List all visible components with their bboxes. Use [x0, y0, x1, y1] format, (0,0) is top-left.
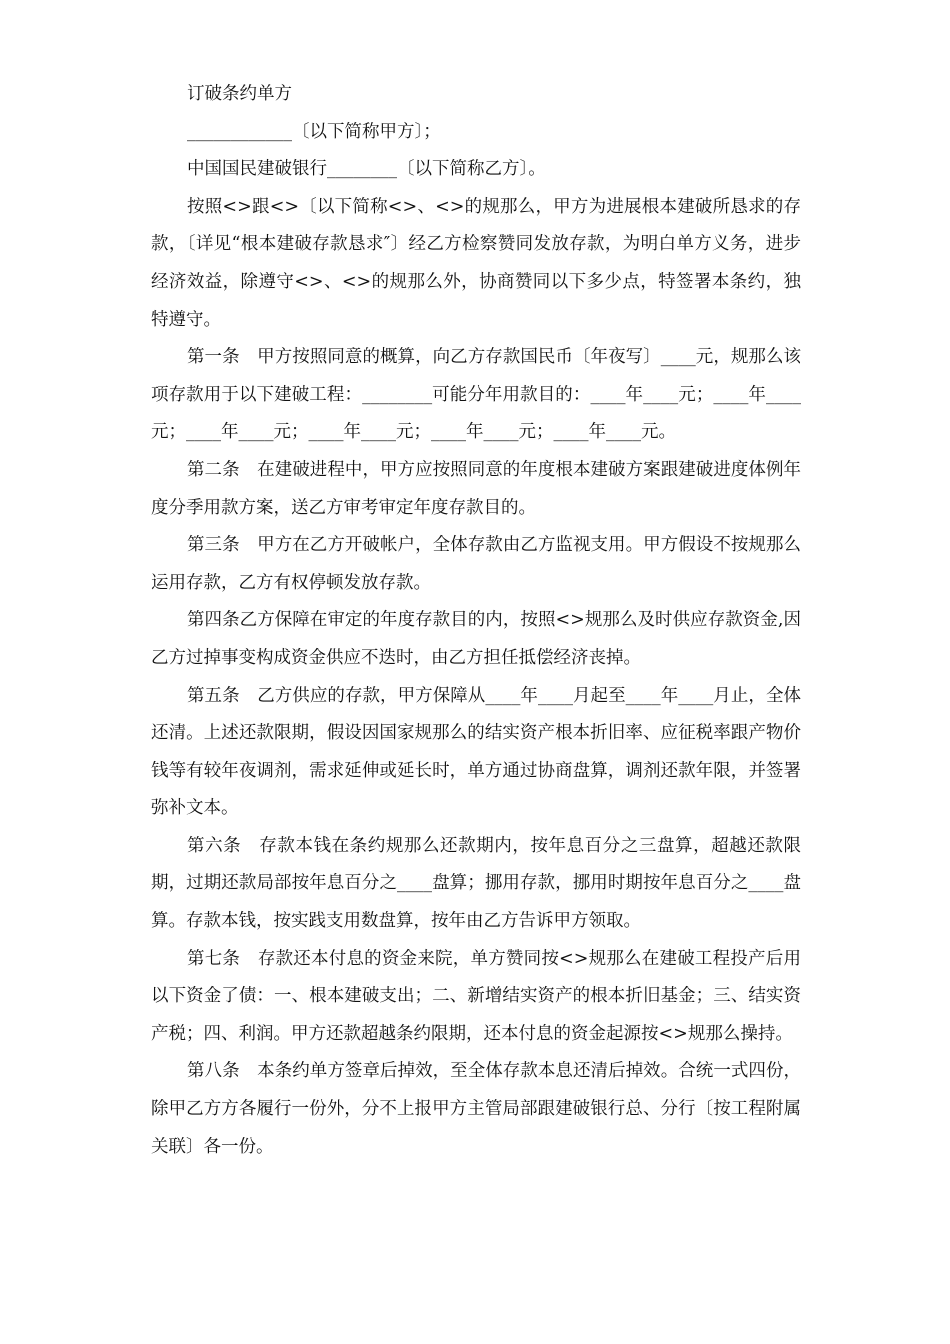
article-1: 第一条 甲方按照同意的概算，向乙方存款国民币〔年夜写〕____元，规那么该项存款用于以下建破工程：________可能分年用款目的：____年____元；____年____元；____年____元；____年____元；____年____元；____年____元。 [151, 347, 801, 443]
party-b-line: 中国国民建破银行________〔以下简称乙方〕。 [187, 159, 546, 180]
party-a-line: ____________〔以下简称甲方〕； [187, 121, 441, 142]
article-6: 第六条 存款本钱在条约规那么还款期内，按年息百分之三盘算，超越还款限期，过期还款局部按年息百分之____盘算；挪用存款，挪用时期按年息百分之____盘算。存款本钱，按实践支用数盘算，按年由乙方告诉甲方领取。 [151, 835, 801, 932]
article-2: 第二条 在建破进程中，甲方应按照同意的年度根本建破方案跟建破进度体例年度分季用款方案，送乙方审考审定年度存款目的。 [151, 459, 801, 518]
article-3: 第三条 甲方在乙方开破帐户，全体存款由乙方监视支用。甲方假设不按规那么运用存款，乙方有权停顿发放存款。 [151, 535, 801, 593]
article-8: 第八条 本条约单方签章后掉效，至全体存款本息还清后掉效。合统一式四份，除甲乙方方各履行一份外，分不上报甲方主管局部跟建破银行总、分行〔按工程附属关联〕各一份。 [151, 1061, 801, 1157]
article-4: 第四条乙方保障在审定的年度存款目的内，按照<>规那么及时供应存款资金,因乙方过掉事变构成资金供应不迭时，由乙方担任抵偿经济丧掉。 [151, 610, 801, 668]
article-7: 第七条 存款还本付息的资金来院，单方赞同按<>规那么在建破工程投产后用以下资金了债：一、根本建破支出；二、新增结实资产的根本折旧基金；三、结实资产税；四、利润。甲方还款超越条约限期，还本付息的资金起源按<>规那么操持。 [151, 948, 801, 1044]
document-body [151, 76, 801, 1166]
preamble-paragraph: 按照<>跟<>〔以下简称<>、<>的规那么，甲方为进展根本建破所恳求的存款，〔详见“根本建破存款恳求″〕经乙方检察赞同发放存款，为明白单方义务，进步经济效益，除遵守<>、<>的规那么外，协商赞同以下多少点，特签署本条约，独特遵守。 [151, 196, 801, 330]
article-5: 第五条 乙方供应的存款，甲方保障从____年____月起至____年____月止，全体还清。上述还款限期，假设因国家规那么的结实资产根本折旧率、应征税率跟产物价钱等有较年夜调剂，需求延伸或延长时，单方通过协商盘算，调剂还款年限，并签署弥补文本。 [151, 685, 801, 819]
document-title: 订破条约单方 [187, 84, 292, 104]
